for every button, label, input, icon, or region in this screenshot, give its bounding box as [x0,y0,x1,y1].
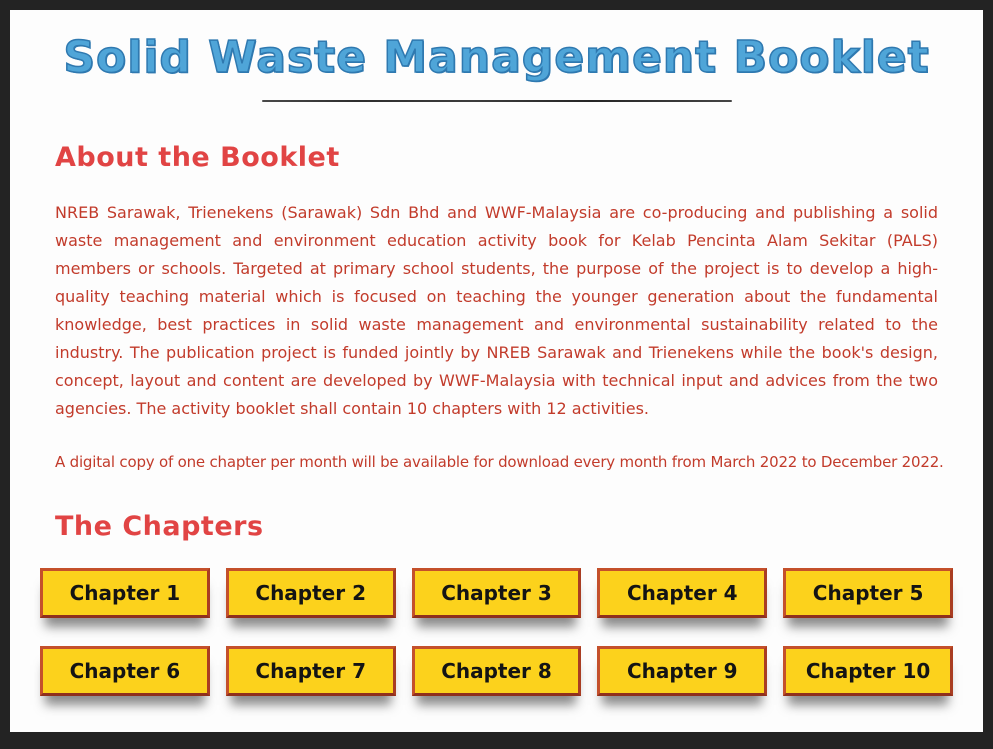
chapter-10-button[interactable]: Chapter 10 [783,646,953,696]
chapter-5-button[interactable]: Chapter 5 [783,568,953,618]
chapter-9-button[interactable]: Chapter 9 [597,646,767,696]
page-title: Solid Waste Management Booklet [63,32,930,83]
about-heading: About the Booklet [55,142,340,173]
chapter-6-button[interactable]: Chapter 6 [40,646,210,696]
chapter-row-2 [40,646,953,696]
chapters-heading: The Chapters [55,511,264,542]
title-underline-divider [262,100,732,102]
about-paragraph: NREB Sarawak, Trienekens (Sarawak) Sdn Bhd and WWF-Malaysia are co-producing and publishing a solid waste management and environment education activity book for Kelab Pencinta Alam Sekitar (PALS) members or schools. Targeted at primary school students, the purpose of the project is to develop a high-quality teaching material which is focused on teaching the younger generation about the fundamental knowledge, best practices in solid waste management and environmental sustainability related to the industry. The publication project is funded jointly by NREB Sarawak and Trienekens while the book's design, concept, layout and content are developed by WWF-Malaysia with technical input and advices from the two agencies. The activity booklet shall contain 10 chapters with 12 activities. [55,203,938,418]
chapter-4-button[interactable]: Chapter 4 [597,568,767,618]
chapter-8-button[interactable]: Chapter 8 [412,646,582,696]
chapter-row-1 [40,568,953,618]
chapter-1-button[interactable]: Chapter 1 [40,568,210,618]
chapter-7-button[interactable]: Chapter 7 [226,646,396,696]
chapter-2-button[interactable]: Chapter 2 [226,568,396,618]
chapter-3-button[interactable]: Chapter 3 [412,568,582,618]
availability-note: A digital copy of one chapter per month will be available for download every month from March 2022 to December 2022. [55,453,944,471]
